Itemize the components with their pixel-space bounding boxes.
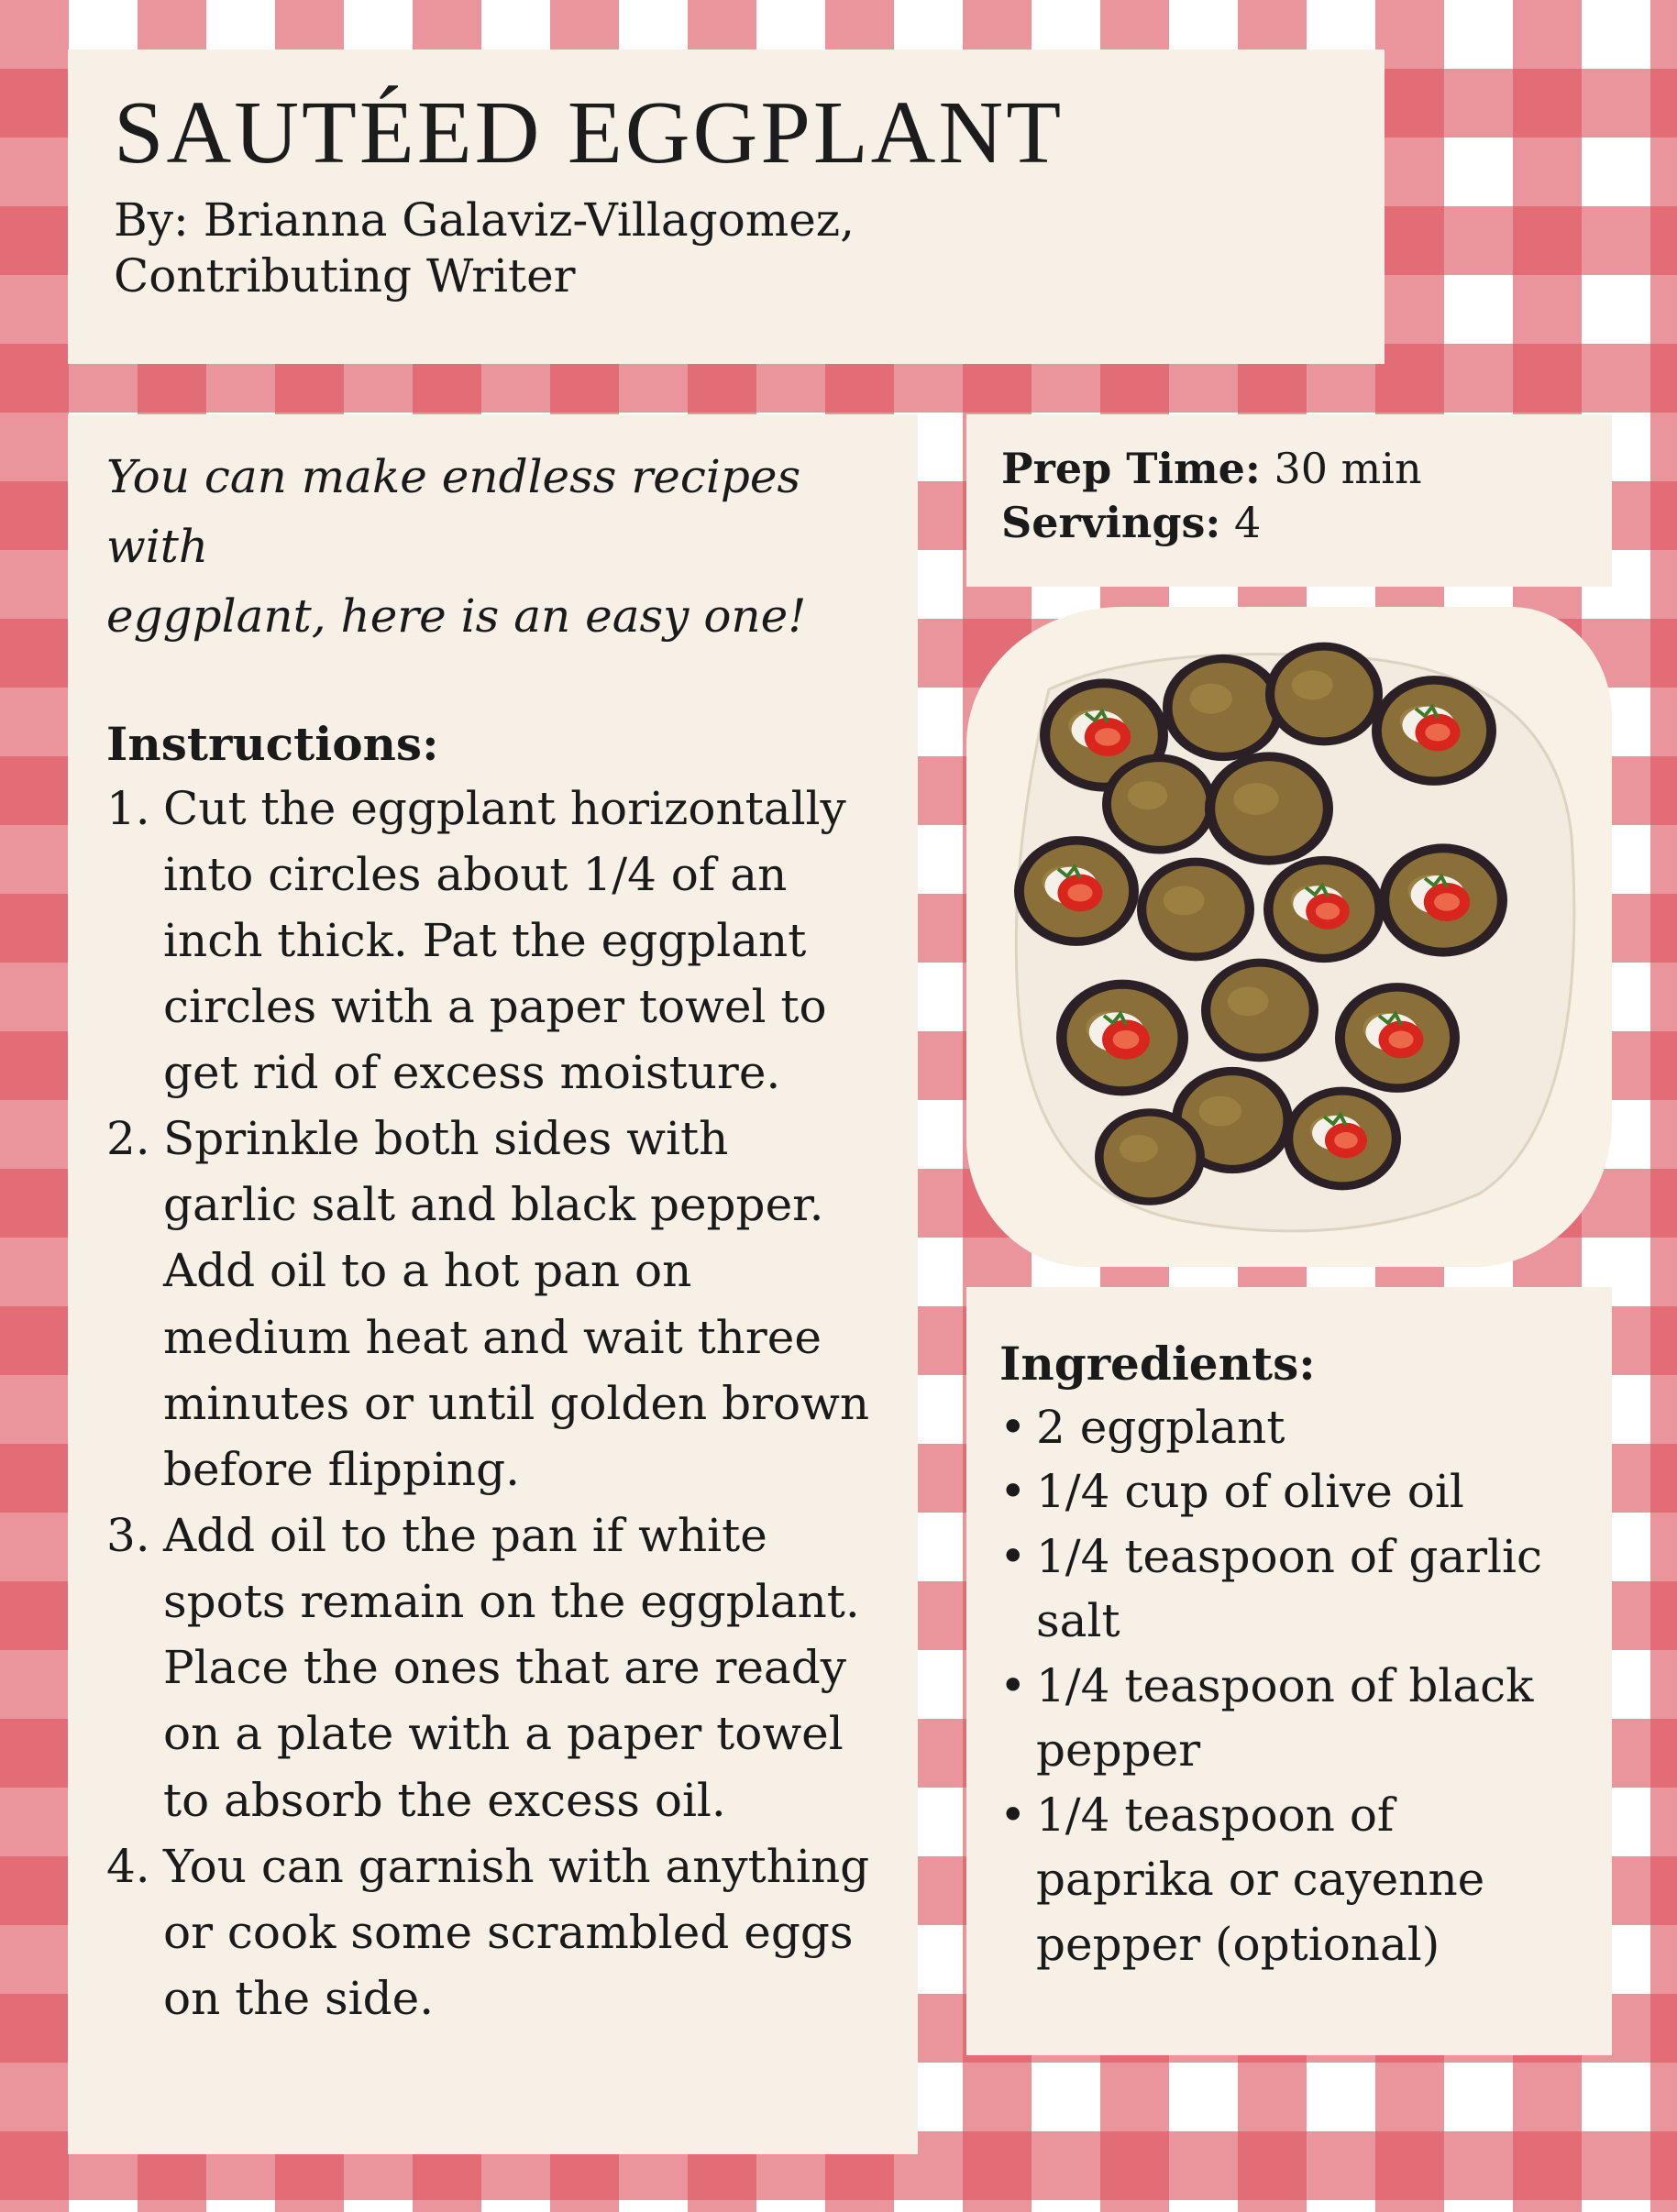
step-text: Cut the eggplant horizontally into circles about 1/4 of an inch thick. Pat the eggplant circles with a paper towel to get rid of excess moisture. [163,781,846,1100]
bullet-icon: • [999,1529,1027,1583]
eggplant-highlight [1128,781,1167,809]
eggplant-highlight [1120,1135,1158,1162]
eggplant-highlight [1164,886,1205,915]
ingredient-item [999,1395,1584,1460]
prep-time-value: 30 min [1274,444,1422,493]
prep-time [1001,442,1577,496]
bullet-icon: • [999,1465,1027,1518]
instructions-heading: Instructions: [106,717,439,771]
instruction-step [106,1502,876,1833]
eggplant-highlight [1190,684,1232,714]
ingredient-text: 1/4 teaspoon of paprika or cayenne pepper (optional) [1036,1788,1485,1971]
prep-time-label: Prep Time: [1001,444,1261,493]
ingredients-heading: Ingredients: [999,1337,1316,1391]
byline-role: Contributing Writer [114,248,576,303]
byline [114,193,1339,304]
intro-text [106,442,876,651]
step-number: 1. [106,781,150,835]
step-text: You can garnish with anything or cook some scrambled eggs on the side. [163,1839,870,2026]
intro-line-1: You can make endless recipes with [106,450,801,573]
meta-card [966,414,1612,587]
ingredients-list [999,1395,1584,1977]
tomato-center [1067,884,1092,901]
ingredient-item [999,1654,1584,1783]
instructions-list [106,776,876,2032]
tomato-center [1388,1030,1413,1048]
ingredient-text: 1/4 teaspoon of garlic salt [1036,1529,1543,1647]
byline-author: By: Brianna Galaviz-Villagomez, [114,193,855,247]
servings-label: Servings: [1001,497,1221,547]
instructions-card [68,414,918,2154]
instruction-step [106,776,876,1106]
servings-value: 4 [1234,497,1262,547]
tomato-center [1425,723,1450,741]
step-text: Sprinkle both sides with garlic salt and black pepper. Add oil to a hot pan on medium heat and wait three minutes or until golden brown before flipping. [163,1112,870,1496]
recipe-title: SAUTÉED EGGPLANT [114,83,1065,182]
tomato-center [1334,1132,1358,1149]
tomato-center [1095,728,1120,746]
step-number: 4. [106,1839,150,1893]
step-number: 2. [106,1112,150,1166]
ingredient-text: 2 eggplant [1036,1400,1285,1454]
eggplant-highlight [1228,986,1269,1016]
step-number: 3. [106,1509,150,1563]
ingredient-item [999,1783,1584,1977]
ingredients-card [966,1287,1612,2055]
tomato-center [1113,1030,1140,1049]
title-card [68,50,1385,364]
eggplant-plate-illustration [966,607,1612,1267]
bullet-icon: • [999,1788,1027,1842]
tomato-center [1434,893,1460,911]
bullet-icon: • [999,1400,1027,1454]
ingredient-text: 1/4 teaspoon of black pepper [1036,1658,1534,1777]
eggplant-dish-photo [966,607,1612,1267]
tomato-center [1316,903,1340,919]
instruction-step [106,1833,876,2031]
eggplant-highlight [1199,1096,1241,1127]
step-text: Add oil to the pan if white spots remain on the eggplant. Place the ones that are ready on a plate with a paper towel to absorb the excess oil. [163,1509,860,1827]
eggplant-highlight [1292,670,1333,699]
ingredient-item [999,1459,1584,1524]
instruction-step [106,1106,876,1502]
eggplant-highlight [1234,783,1279,815]
intro-line-2: eggplant, here is an easy one! [106,589,807,643]
bullet-icon: • [999,1658,1027,1712]
ingredient-item [999,1524,1584,1654]
servings [1001,496,1577,550]
ingredient-text: 1/4 cup of olive oil [1036,1465,1464,1518]
